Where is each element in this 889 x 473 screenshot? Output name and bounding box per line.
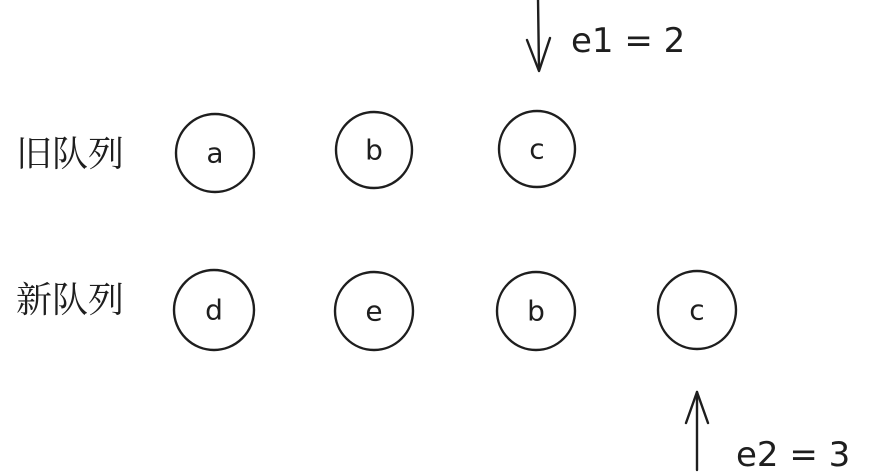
new-queue-node-e [335, 272, 413, 350]
new-queue-node-c-letter: c [689, 293, 705, 327]
pointer-e1 [527, 0, 685, 71]
new-queue-node-c [658, 271, 736, 349]
old-queue-node-b-letter: b [365, 133, 383, 167]
old-queue-node-c-letter: c [529, 132, 545, 166]
pointer-e1-label: e1 = 2 [571, 21, 686, 61]
pointer-e1-shaft [538, 0, 539, 70]
pointer-e2-label: e2 = 3 [736, 435, 851, 473]
old-queue-node-c [499, 111, 575, 187]
new-queue-node-d [174, 270, 254, 350]
new-queue-node-b-letter: b [527, 294, 545, 328]
pointer-e2 [686, 392, 850, 473]
new-queue-label: 新队列 [16, 280, 125, 321]
old-queue-label: 旧队列 [16, 134, 125, 175]
new-queue-node-e-letter: e [365, 294, 383, 328]
old-queue-node-a-letter: a [206, 136, 224, 170]
old-queue-node-a [176, 114, 254, 192]
old-queue-node-b [336, 112, 412, 188]
new-queue-node-d-letter: d [205, 293, 223, 327]
new-queue-node-b [497, 272, 575, 350]
